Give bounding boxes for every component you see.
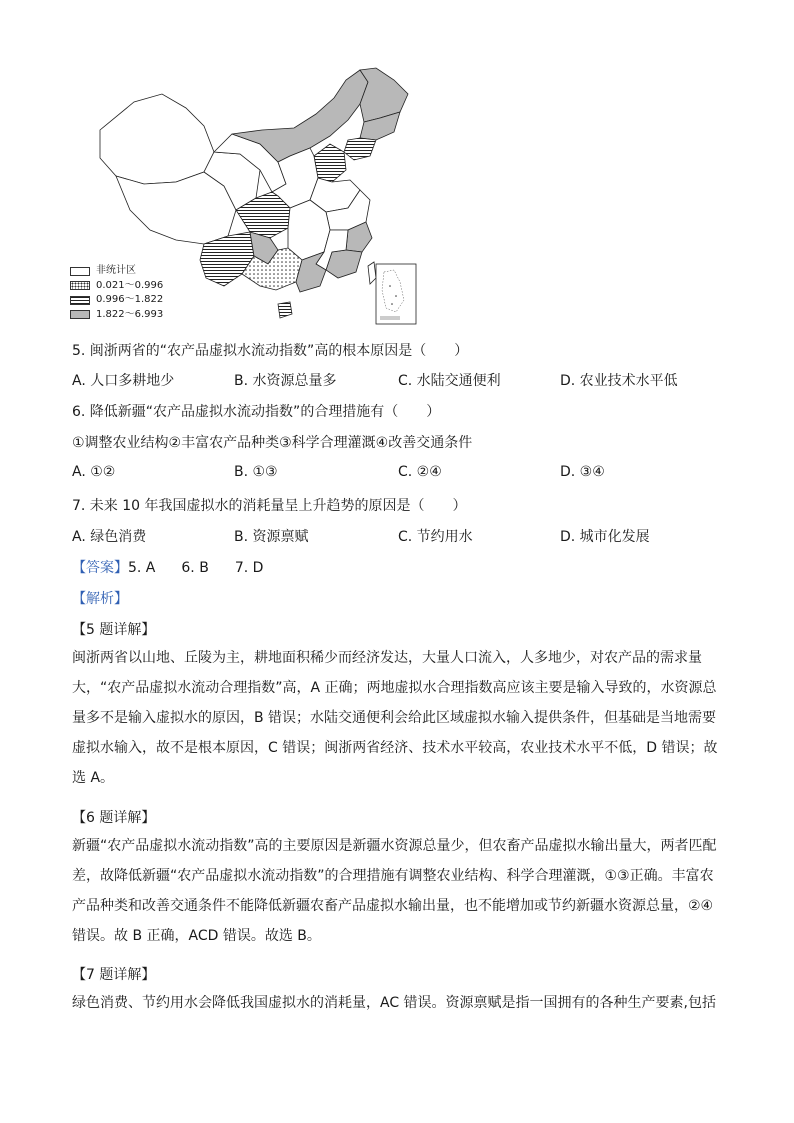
- q6-option-d: D. ③④: [560, 464, 605, 480]
- detail-7-body: [72, 988, 724, 1018]
- detail-5-line: 选 A。: [72, 770, 115, 786]
- question-5-stem: 5. 闽浙两省的“农产品虚拟水流动指数”高的根本原因是（ ）: [72, 343, 469, 359]
- q6-option-a: A. ①②: [72, 464, 116, 480]
- detail-6-line: 产品种类和改善交通条件不能降低新疆农畜产品虚拟水输出量，也不能增加或节约新疆水资源总量，②④: [72, 898, 714, 914]
- answer-value: 6. B: [181, 560, 209, 576]
- region-taiwan: [368, 262, 376, 284]
- q6-option-c: C. ②④: [398, 464, 442, 480]
- detail-5-line: 虚拟水输入，故不是根本原因，C 错误；闽浙两省经济、技术水平较高，农业技术水平不低，D 错误；故: [72, 740, 718, 756]
- legend-swatch-gray: [70, 310, 90, 319]
- answer-value: 7. D: [234, 560, 264, 576]
- region-hebei: [314, 144, 346, 182]
- q7-option-a: A. 绿色消费: [72, 529, 147, 545]
- q5-option-a: A. 人口多耕地少: [72, 373, 175, 389]
- detail-6-line: 差，故降低新疆“农产品虚拟水流动指数”的合理措施有调整农业结构、科学合理灌溉，①③正确。丰富农: [72, 868, 714, 884]
- q7-option-c: C. 节约用水: [398, 529, 473, 545]
- legend-swatch-dots: [70, 281, 90, 290]
- map-legend: [70, 264, 163, 322]
- region-tibet: [116, 172, 236, 244]
- legend-label: 1.822～6.993: [96, 308, 164, 320]
- question-6-measures: ①调整农业结构②丰富农产品种类③科学合理灌溉④改善交通条件: [72, 435, 473, 451]
- legend-label: 非统计区: [96, 265, 136, 276]
- q5-option-d: D. 农业技术水平低: [560, 373, 678, 389]
- detail-7-line: 绿色消费、节约用水会降低我国虚拟水的消耗量，AC 错误。资源禀赋是指一国拥有的各种生产要素,包括: [72, 995, 717, 1011]
- detail-5-body: [72, 643, 724, 793]
- answer-value: 5. A: [128, 560, 156, 576]
- detail-6-line: 新疆“农产品虚拟水流动指数”高的主要原因是新疆水资源总量少，但农畜产品虚拟水输出量大，两者匹配: [72, 838, 717, 854]
- legend-swatch-lines: [70, 296, 90, 305]
- q6-option-b: B. ①③: [234, 464, 278, 480]
- legend-label: 0.996～1.822: [96, 294, 164, 305]
- region-heilongjiang: [360, 68, 408, 122]
- legend-item-gray: [70, 308, 163, 323]
- legend-item-lines: [70, 293, 163, 308]
- detail-5-line: 量多不是输入虚拟水的原因，B 错误；水陆交通便利会给此区域虚拟水输入提供条件，但基础是当地需要: [72, 710, 717, 726]
- detail-5-line: 闽浙两省以山地、丘陵为主，耕地面积稀少而经济发达，大量人口流入，人多地少，对农产品的需求量: [72, 650, 702, 666]
- detail-6-line: 错误。故 B 正确，ACD 错误。故选 B。: [72, 928, 321, 944]
- detail-7-title: 【7 题详解】: [72, 967, 156, 983]
- legend-item-dots: [70, 279, 163, 294]
- question-7-stem: 7. 未来 10 年我国虚拟水的消耗量呈上升趋势的原因是（ ）: [72, 498, 467, 514]
- detail-6-title: 【6 题详解】: [72, 810, 156, 826]
- answer-label: 【答案】: [72, 560, 128, 576]
- region-xinjiang: [100, 94, 214, 184]
- detail-6-body: [72, 831, 724, 951]
- legend-item-none: [70, 264, 163, 279]
- legend-swatch-none: [70, 267, 90, 276]
- q7-option-b: B. 资源禀赋: [234, 529, 309, 545]
- q7-option-d: D. 城市化发展: [560, 529, 650, 545]
- analysis-label: 【解析】: [72, 591, 128, 607]
- q5-option-b: B. 水资源总量多: [234, 373, 337, 389]
- region-liaoning: [344, 138, 376, 160]
- question-6-stem: 6. 降低新疆“农产品虚拟水流动指数”的合理措施有（ ）: [72, 404, 441, 420]
- q5-option-c: C. 水陆交通便利: [398, 373, 501, 389]
- answer-line: [72, 557, 289, 577]
- south-china-sea-inset: [376, 264, 416, 324]
- detail-5-title: 【5 题详解】: [72, 622, 156, 638]
- legend-label: 0.021～0.996: [96, 279, 164, 291]
- region-hainan: [278, 302, 292, 318]
- detail-5-line: 大，“农产品虚拟水流动合理指数”高，A 正确；两地虚拟水合理指数高应该主要是输入导致的，水资源总: [72, 680, 717, 696]
